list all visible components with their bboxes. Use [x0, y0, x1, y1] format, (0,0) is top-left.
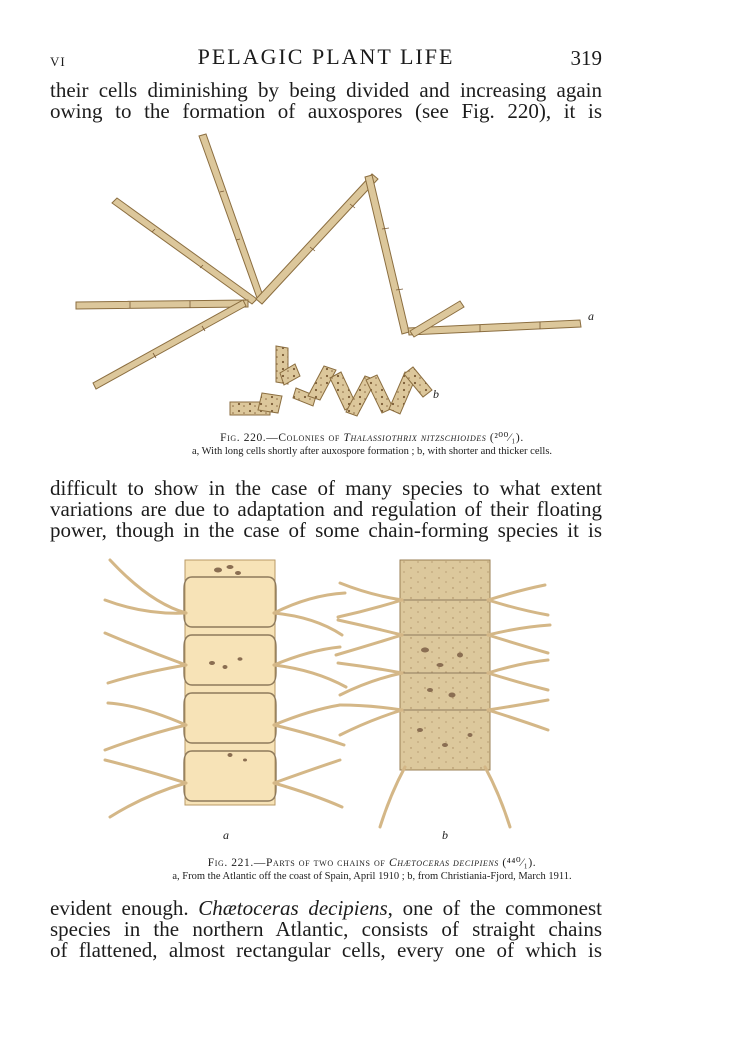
- figure-220-magnification: (²⁰⁰⁄₁).: [486, 432, 524, 444]
- text-run: evident enough.: [50, 896, 189, 920]
- chain-b: [336, 560, 550, 827]
- text-line: power, though in the case of some chain-forming species it is: [50, 518, 602, 542]
- paragraph-2: [50, 478, 602, 541]
- figure-221-species: Chætoceras decipiens: [388, 857, 499, 869]
- running-title: PELAGIC PLANT LIFE: [197, 44, 455, 69]
- text-line: of flattened, almost rectangular cells, every one of which is: [50, 938, 602, 962]
- figure-220-label-a: a: [588, 309, 594, 323]
- figure-220-label-b: b: [433, 387, 439, 401]
- species-name: Chætoceras decipiens: [198, 896, 388, 920]
- page-number: 319: [570, 46, 602, 70]
- figure-220-subcaption: a, With long cells shortly after auxospore formation ; b, with shorter and thicker cells.: [191, 446, 553, 457]
- colony-a: [76, 134, 581, 389]
- text-line: their cells diminishing by being divided and increasing again: [50, 78, 602, 102]
- figure-221-label-b: b: [442, 828, 448, 842]
- figure-220-title: —Colonies of: [266, 432, 344, 444]
- figure-221-illustration: [100, 555, 560, 845]
- figure-220-species: Thalassiothrix nitzschioides: [343, 432, 487, 444]
- text-line: variations are due to adaptation and regulation of their floating: [50, 497, 602, 521]
- figure-221-magnification: (⁴⁴⁰⁄₁).: [498, 857, 537, 869]
- figure-220-caption: [30, 430, 714, 444]
- chain-a: [105, 560, 346, 817]
- text-line: species in the northern Atlantic, consists of straight chains: [50, 917, 602, 941]
- paragraph-1: [50, 80, 602, 122]
- figure-220-illustration: [60, 128, 620, 428]
- figure-221-number: Fig. 221.: [207, 857, 254, 869]
- running-header: [50, 44, 602, 72]
- text-run: , one of the commonest: [387, 896, 602, 920]
- figure-221-caption: [30, 855, 714, 869]
- colony-b: [230, 346, 432, 416]
- figure-221-subcaption: a, From the Atlantic off the coast of Spain, April 1910 ; b, from Christiania-Fjord, March 1911.: [172, 871, 572, 882]
- paragraph-3: [50, 898, 602, 961]
- figure-220-number: Fig. 220.: [220, 432, 267, 444]
- figure-221-title: —Parts of two chains of: [253, 857, 389, 869]
- figure-221-label-a: a: [223, 828, 229, 842]
- text-line: [50, 898, 602, 919]
- text-line: difficult to show in the case of many species to what extent: [50, 476, 602, 500]
- chapter-number: VI: [50, 54, 66, 69]
- text-line: owing to the formation of auxospores (see Fig. 220), it is: [50, 99, 602, 123]
